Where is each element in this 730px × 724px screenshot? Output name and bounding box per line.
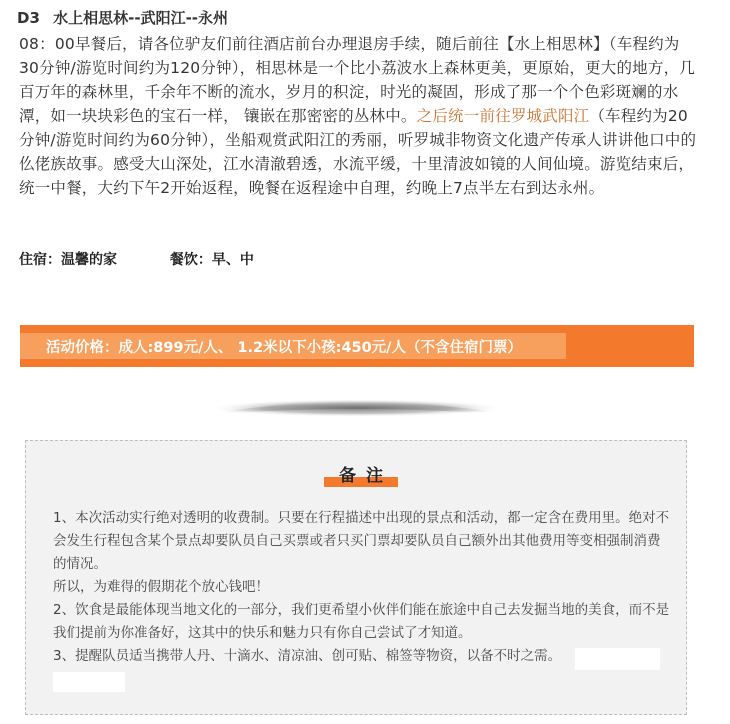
redaction-block — [122, 251, 170, 269]
note-item-1: 1、本次活动实行绝对透明的收费制。只要在行程描述中出现的景点和活动，都一定含在费用里。绝对不会发生行程包含某个景点却要队员自己买票或者只买门票却要队员自己额外出其他费用等变相强制消费的情况。 — [53, 510, 670, 572]
redaction-block — [575, 648, 660, 670]
price-text: 活动价格：成人:899元/人、 1.2米以下小孩:450元/人（不含住宿门票） — [46, 340, 522, 356]
meals-text: 餐饮：早、中 — [169, 252, 254, 268]
itinerary-part-3: （车程约为20分钟/游览时间约为60分钟），坐船观赏武阳江的秀丽，听罗城非物资文化遗产传承人讲讲他口中的仫佬族故事。感受大山深处，江水清澈碧透，水流平缓，十里清波如镜的人间仙境。游览结束后，统一中餐，大约下午2开始返程，晚餐在返程途中自理，约晚上7点半左右到达永州。 — [19, 107, 697, 197]
note-item-2: 所以，为难得的假期花个放心钱吧！ — [53, 579, 269, 595]
notes-list — [53, 507, 673, 668]
day-route: 水上相思林--武阳江--永州 — [53, 9, 229, 27]
itinerary-text — [19, 32, 699, 200]
note-item-3: 2、饮食是最能体现当地文化的一部分，我们更希望小伙伴们能在旅途中自己去发掘当地的美食，而不是我们提前为你准备好，这其中的快乐和魅力只有你自己尝试了才知道。 — [53, 602, 670, 641]
day-title — [17, 7, 228, 28]
itinerary-part-1: 08：00早餐后，请各位驴友们前往酒店前台办理退房手续，随后前往【水上相思林】（车程约为30分钟/游览时间约为120分钟），相思林是一个比小荔波水上森林更美，更原始，更大的地方，几百万年的森林里，千余年不断的流水，岁月的积淀，时光的凝固，形成了那一个个色彩斑斓的水潭，如一块块彩色的宝石一样， 镶嵌在那密密的丛林中。 — [19, 35, 695, 125]
decorative-shadow-divider — [195, 388, 520, 420]
day-code: D3 — [17, 9, 40, 27]
notes-title: 备注 — [324, 461, 398, 487]
price-banner — [20, 325, 694, 367]
note-item-4: 3、提醒队员适当携带人丹、十滴水、清凉油、创可贴、棉签等物资，以备不时之需。 — [53, 648, 562, 664]
itinerary-part-2-highlight: 之后统一前往罗城武阳江 — [416, 107, 590, 125]
redaction-block — [53, 672, 125, 692]
lodging-text: 住宿：温馨的家 — [19, 252, 117, 268]
